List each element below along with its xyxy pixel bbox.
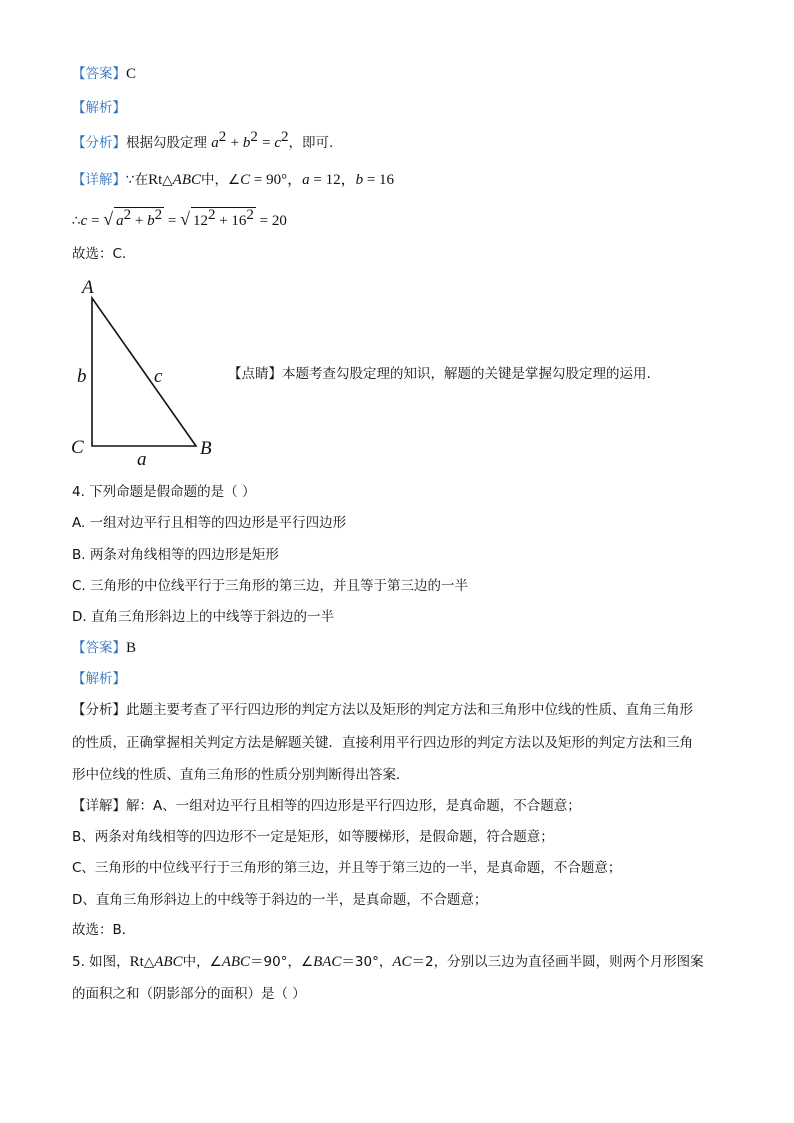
option-c: C. 三角形的中位线平行于三角形的第三边，并且等于第三边的一半 [72, 578, 469, 594]
detail-line: 【详解】∵在Rt△ABC中，∠C = 90°，a = 12，b = 16 [72, 172, 395, 188]
fenxi-text-pre: 根据勾股定理 [126, 135, 207, 151]
fenxi-line-1-q4: 【分析】此题主要考查了平行四边形的判定方法以及矩形的判定方法和三角形中位线的性质、直角三角形 [72, 702, 693, 718]
choice-line-q3: 故选：C. [72, 246, 127, 262]
answer-tag-q4: 【答案】 [72, 640, 126, 656]
formula-c: c [274, 135, 281, 151]
formula-b: b [242, 135, 251, 151]
option-d: D. 直角三角形斜边上的中线等于斜边的一半 [72, 609, 334, 625]
question-4-stem: 4. 下列命题是假命题的是（ ） [72, 484, 256, 500]
answer-tag: 【答案】 [72, 66, 126, 82]
answer-value: C [126, 66, 137, 82]
dianjing-line [228, 364, 651, 384]
triangle-shape [92, 298, 196, 446]
question-5-stem-line-2: 的面积之和（阴影部分的面积）是（ ） [72, 986, 306, 1002]
detail-line-4-q4: D、直角三角形斜边上的中线等于斜边的一半，是真命题，不合题意； [72, 892, 488, 908]
question-5-stem-line-1: 5. 如图，Rt△ABC中，∠ABC＝90°，∠BAC＝30°，AC＝2，分别以三边为直径画半圆，则两个月形图案 [72, 954, 704, 970]
option-a: A. 一组对边平行且相等的四边形是平行四边形 [72, 515, 347, 531]
label-vertex-C: C [71, 437, 84, 458]
analysis-tag: 【解析】 [72, 100, 126, 116]
label-side-a: a [137, 449, 147, 470]
fenxi-text-post: ，即可. [288, 135, 334, 151]
label-vertex-B: B [200, 438, 212, 459]
dianjing-tag: 【点睛】 [228, 366, 282, 382]
choice-line-q4: 故选：B． [72, 922, 136, 938]
right-triangle-figure [68, 276, 228, 470]
label-side-c: c [154, 366, 163, 387]
fenxi-line-3-q4: 形中位线的性质、直角三角形的性质分别判断得出答案． [72, 767, 410, 783]
detail-line-3-q4: C、三角形的中位线平行于三角形的第三边，并且等于第三边的一半，是真命题，不合题意； [72, 860, 622, 876]
fenxi-tag: 【分析】 [72, 135, 126, 151]
fenxi-line: 【分析】根据勾股定理 $a^2 + b^2 = c^2$，即可. [72, 129, 334, 151]
analysis-heading-q4: 【解析】 [72, 671, 126, 687]
label-side-b: b [77, 366, 87, 387]
detail-line-1-q4: 【详解】解：A、一组对边平行且相等的四边形是平行四边形，是真命题，不合题意； [72, 798, 581, 814]
label-vertex-A: A [82, 277, 94, 298]
analysis-heading [72, 98, 126, 118]
fenxi-line-2-q4: 的性质，正确掌握相关判定方法是解题关键．直接利用平行四边形的判定方法以及矩形的判定方法和三角 [72, 735, 693, 751]
dianjing-text: 本题考查勾股定理的知识，解题的关键是掌握勾股定理的运用. [282, 366, 651, 382]
result-formula: ∴c = √ $a^2 + b^2$ = √ $12^2 + 16^2 = 20$ [72, 206, 287, 234]
answer-line [72, 64, 136, 84]
answer-line-q4 [72, 638, 136, 658]
detail-tag: 【详解】 [72, 172, 126, 188]
formula-a: a [211, 135, 219, 151]
detail-line-2-q4: B、两条对角线相等的四边形不一定是矩形，如等腰梯形，是假命题，符合题意； [72, 829, 554, 845]
option-b: B. 两条对角线相等的四边形是矩形 [72, 547, 279, 563]
answer-value-q4: B [126, 640, 137, 656]
